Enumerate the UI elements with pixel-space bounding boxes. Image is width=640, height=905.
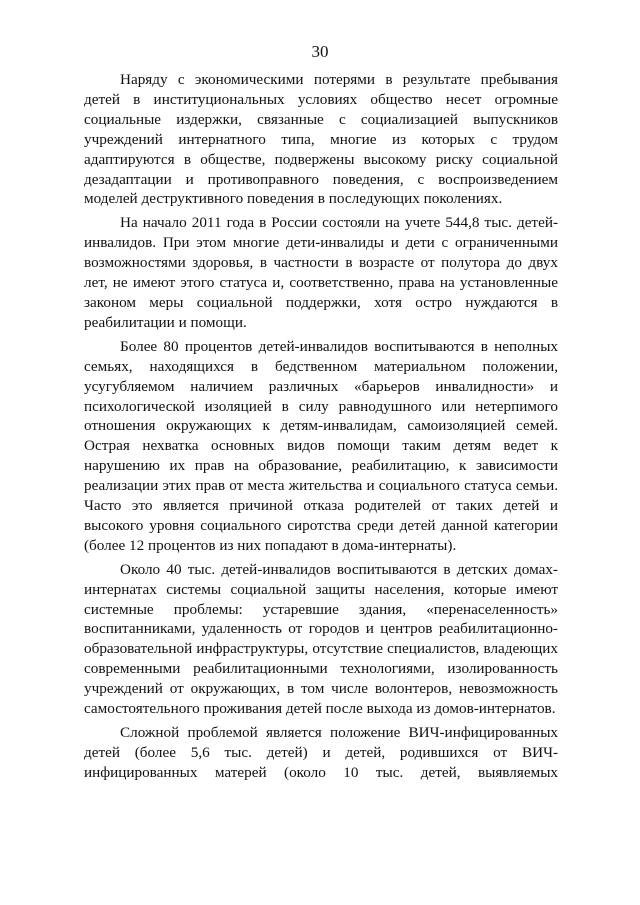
paragraph-1: Наряду с экономическими потерями в результате пребывания детей в институциональных условиях общество несет огромные социальные издержки, связанные с социализацией выпускников учреждений интернатного типа, многие из которых с трудом адаптируются в обществе, подвержены высокому риску социальной дезадаптации и противоправного поведения, с воспроизведением моделей деструктивного поведения в последующих поколениях. [84,71,558,208]
paragraph-3: Более 80 процентов детей-инвалидов воспитываются в неполных семьях, находящихся в бедственном материальном положении, усугубляемом наличием различных «барьеров инвалидности» и психологической изоляцией в силу равнодушного или нетерпимого отношения окружающих к детям-инвалидам, самоизоляцией семей. Острая нехватка основных видов помощи таким детям ведет к нарушению их прав на образование, реабилитацию, к зависимости реализации этих прав от места жительства и социального статуса семьи. Часто это является причиной отказа родителей от таких детей и высокого уровня социального сиротства среди детей данной категории (более 12 процентов из них попадают в дома-интернаты). [84,337,558,554]
paragraph-5: Сложной проблемой является положение ВИЧ-инфицированных детей (более 5,6 тыс. детей) и детей, родившихся от ВИЧ-инфицированных матерей (около 10 тыс. детей, выявляемых [84,724,558,781]
page-number: 30 [311,42,329,61]
paragraph-2: На начало 2011 года в России состояли на учете 544,8 тыс. детей-инвалидов. При этом многие дети-инвалиды и дети с ограниченными возможностями здоровья, в частности в возрасте от полутора до двух лет, не имеют этого статуса и, соответственно, права на установленные законом меры социальной поддержки, хотя остро нуждаются в реабилитации и помощи. [84,214,558,331]
body-text [84,70,558,787]
paragraph-4: Около 40 тыс. детей-инвалидов воспитываются в детских домах-интернатах системы социальной защиты населения, которые имеют системные проблемы: устаревшие здания, «перенаселенность» воспитанниками, удаленность от городов и центров реабилитационно-образовательной инфраструктуры, отсутствие специалистов, владеющих современными реабилитационными технологиями, изолированность учреждений от окружающих, в том числе волонтеров, невозможность самостоятельного проживания детей после выхода из домов-интернатов. [84,560,558,718]
